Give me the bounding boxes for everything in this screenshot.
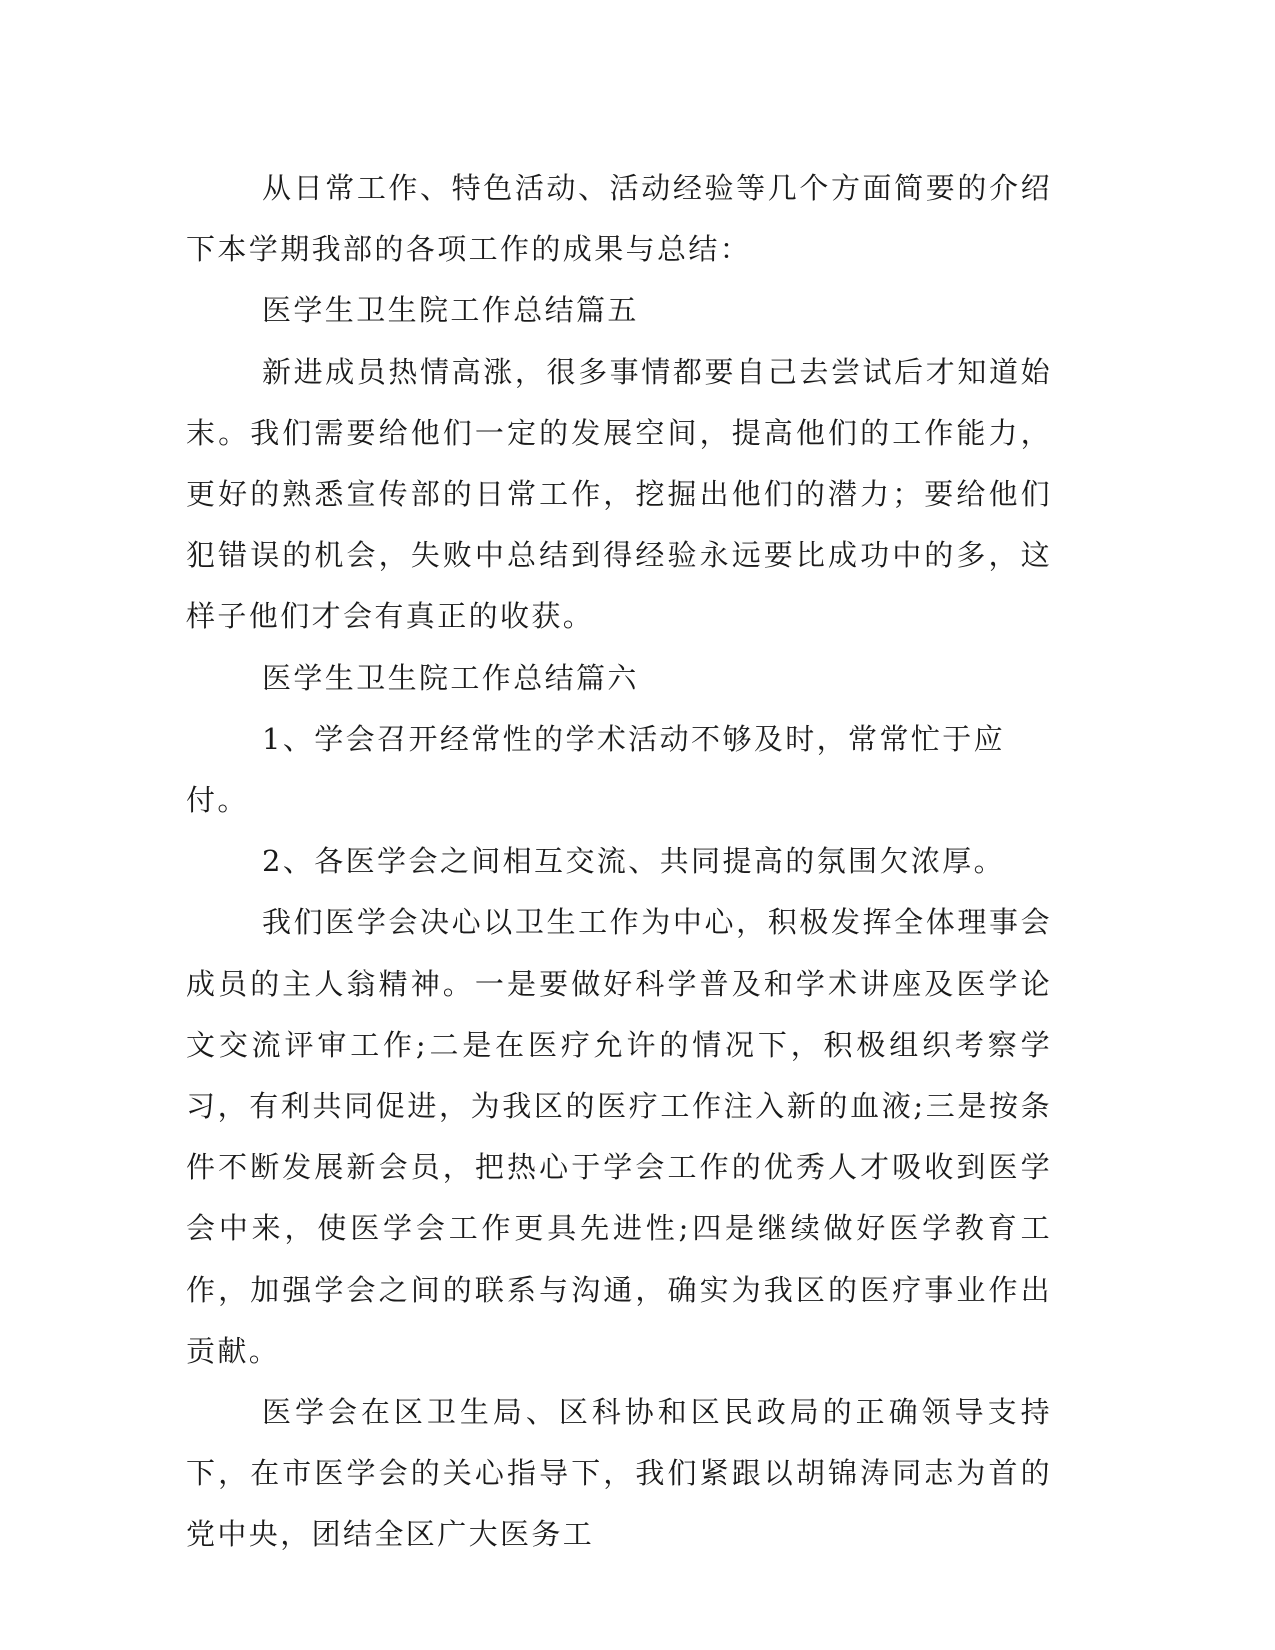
paragraph-intro: 从日常工作、特色活动、活动经验等几个方面简要的介绍下本学期我部的各项工作的成果与总结： [186, 171, 1052, 267]
section-heading-five: 医学生卫生院工作总结篇五 [262, 293, 639, 328]
paragraph-new-members: 新进成员热情高涨，很多事情都要自己去尝试后才知道始末。我们需要给他们一定的发展空间，提高他们的工作能力，更好的熟悉宣传部的日常工作，挖掘出他们的潜力；要给他们犯错误的机会，失败中总结到得经验永远要比成功中的多，这样子他们才会有真正的收获。 [186, 354, 1052, 634]
paragraph-medical-association-plan: 我们医学会决心以卫生工作为中心，积极发挥全体理事会成员的主人翁精神。一是要做好科学普及和学术讲座及医学论文交流评审工作;二是在医疗允许的情况下，积极组织考察学习，有利共同促进，为我区的医疗工作注入新的血液;三是按条件不断发展新会员，把热心于学会工作的优秀人才吸收到医学会中来，使医学会工作更具先进性;四是继续做好医学教育工作，加强学会之间的联系与沟通，确实为我区的医疗事业作出贡献。 [186, 905, 1052, 1368]
list-item-2: 2、各医学会之间相互交流、共同提高的氛围欠浓厚。 [262, 844, 1006, 879]
list-item-1: 1、学会召开经常性的学术活动不够及时，常常忙于应付。 [186, 721, 1006, 818]
document-body [186, 158, 1052, 1566]
section-heading-six: 医学生卫生院工作总结篇六 [262, 660, 639, 695]
paragraph-leadership: 医学会在区卫生局、区科协和区民政局的正确领导支持下，在市医学会的关心指导下，我们紧跟以胡锦涛同志为首的党中央，团结全区广大医务工 [186, 1395, 1052, 1552]
